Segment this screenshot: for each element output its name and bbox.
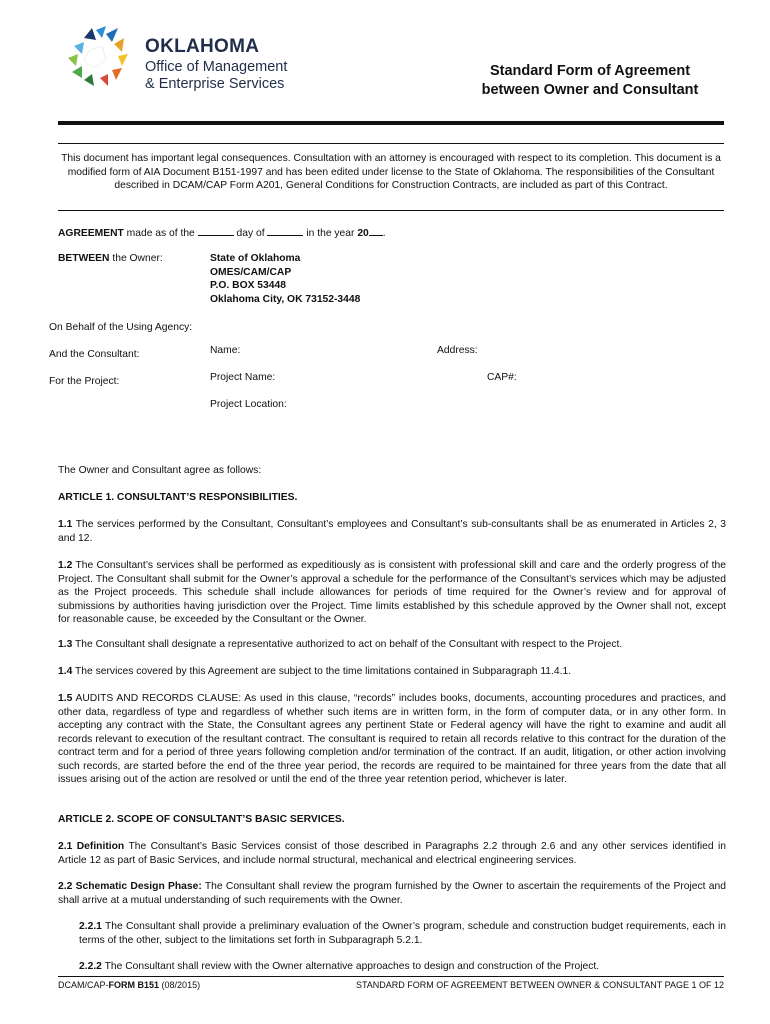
para-number: 1.3 xyxy=(58,639,73,650)
paragraph-1-5 xyxy=(58,692,726,787)
para-text: The Consultant shall review the program furnished by the Owner to ascertain the requirements of the Project and shall arrive at a mutual understanding of such requirements with the Owner. xyxy=(58,881,726,906)
footer-date: (08/2015) xyxy=(161,980,201,990)
form-title xyxy=(440,62,740,100)
para-number: 2.1 xyxy=(58,841,73,852)
project-name-field-label[interactable]: Project Name: xyxy=(210,372,276,383)
para-title: Schematic Design Phase: xyxy=(75,881,202,892)
project-label: For the Project: xyxy=(49,376,120,387)
form-title-line2: between Owner and Consultant xyxy=(481,82,699,98)
org-name-line2: Office of Management xyxy=(145,59,288,75)
name-field-label[interactable]: Name: xyxy=(210,345,241,356)
year-blank[interactable] xyxy=(369,226,383,236)
owner-dept: OMES/CAM/CAP xyxy=(210,266,292,278)
address-field-label[interactable]: Address: xyxy=(437,345,478,356)
agreement-label: AGREEMENT xyxy=(58,228,124,239)
footer-form: FORM B151 xyxy=(108,980,160,990)
paragraph-1-2 xyxy=(58,559,726,627)
agree-text: The Owner and Consultant agree as follows: xyxy=(58,465,262,476)
on-behalf-label: On Behalf of the Using Agency: xyxy=(49,322,193,333)
header-divider-thick xyxy=(58,121,724,125)
agreement-line: AGREEMENT made as of the day of in the year 20 . xyxy=(58,228,386,239)
para-text: AUDITS AND RECORDS CLAUSE: As used in this clause, “records” includes books, documents, accounting procedures and practices, and other data, regardless of type and regardless of whether such items are in written form, in the form of computer data, or in any other form. In accepting any contract with the State, the Consultant agrees any pertinent State or Federal agency will have the right to examine and audit all records relevant to execution of the resultant contract. The consultant is required to retain all records relative to this contract for the duration of the contract term and for a period of three years following completion and/or termination of the contract. If an audit, litigation, or other action involving such records, are started before the end of the three year period, the records are required to be maintained for three years from the date that all issues arising out of the action are resolved or until the end of the three year retention period, whichever is later. xyxy=(58,693,726,785)
para-number: 1.2 xyxy=(58,560,73,571)
article2-heading: ARTICLE 2. SCOPE OF CONSULTANT’S BASIC SERVICES. xyxy=(58,814,345,825)
divider xyxy=(58,143,724,144)
agreement-text2: day of xyxy=(236,228,265,239)
paragraph-2-2 xyxy=(58,880,726,907)
footer-left xyxy=(58,980,200,990)
para-text: The services performed by the Consultant, Consultant’s employees and Consultant’s sub-consultants shall be as enumerated in Articles 2, 3 and 12. xyxy=(58,519,726,544)
form-title-line1: Standard Form of Agreement xyxy=(489,63,691,79)
agreement-text3: in the year xyxy=(306,228,355,239)
para-number: 1.5 xyxy=(58,693,73,704)
para-text: The services covered by this Agreement are subject to the time limitations contained in Subparagraph 11.4.1. xyxy=(75,666,572,677)
paragraph-1-4 xyxy=(58,665,726,679)
footer-right: STANDARD FORM OF AGREEMENT BETWEEN OWNER & CONSULTANT PAGE 1 OF 12 xyxy=(355,980,724,990)
paragraph-1-3 xyxy=(58,638,726,652)
owner-city: Oklahoma City, OK 73152-3448 xyxy=(210,293,361,305)
year-prefix: 20 xyxy=(357,228,369,239)
between-line xyxy=(58,252,163,266)
para-text: The Consultant shall designate a representative authorized to act on behalf of the Consultant with respect to the Project. xyxy=(75,639,623,650)
para-text: The Consultant shall provide a preliminary evaluation of the Owner’s program, schedule and construction budget requirements, each in terms of the other, subject to the limitations set forth in Subparagraph 5.2.1. xyxy=(79,921,726,946)
cap-field-label[interactable]: CAP#: xyxy=(487,372,517,383)
para-number: 1.1 xyxy=(58,519,73,530)
para-number: 2.2.2 xyxy=(79,961,102,972)
paragraph-1-1 xyxy=(58,518,726,545)
agreement-text1: made as of the xyxy=(126,228,195,239)
day-blank[interactable] xyxy=(198,226,234,236)
consultant-label: And the Consultant: xyxy=(49,349,140,360)
paragraph-2-1 xyxy=(58,840,726,867)
footer-prefix: DCAM/CAP- xyxy=(58,980,109,990)
owner-name: State of Oklahoma xyxy=(210,253,301,264)
footer-divider xyxy=(58,976,724,977)
owner-block xyxy=(210,252,360,306)
month-blank[interactable] xyxy=(267,226,303,236)
para-number: 1.4 xyxy=(58,666,73,677)
paragraph-2-2-1 xyxy=(79,920,726,947)
para-text: The Consultant shall review with the Owner alternative approaches to design and construction of the Project. xyxy=(104,961,600,972)
para-title: Definition xyxy=(76,841,125,852)
para-text: The Consultant’s Basic Services consist of those described in Paragraphs 2.2 through 2.6 and any other services identified in Article 12 as part of Basic Services, and include normal structural, mechanical and electrical engineering services. xyxy=(58,841,726,866)
org-name-line3: & Enterprise Services xyxy=(145,76,285,92)
intro-notice: This document has important legal consequences. Consultation with an attorney is encouraged with respect to its completion. This document is a modified form of AIA Document B151-1997 and has been edited under license to the State of Oklahoma. The responsibilities of the Consultant described in DCAM/CAP Form A201, General Conditions for Construction Contracts, are included as part of this Contract. xyxy=(61,153,721,191)
org-name-line1: OKLAHOMA xyxy=(145,36,260,57)
between-label: BETWEEN xyxy=(58,253,110,264)
owner-box: P.O. BOX 53448 xyxy=(210,280,286,291)
divider xyxy=(58,210,724,211)
project-location-field-label[interactable]: Project Location: xyxy=(210,399,287,410)
paragraph-2-2-2 xyxy=(79,960,726,974)
para-number: 2.2.1 xyxy=(79,921,102,932)
article1-heading: ARTICLE 1. CONSULTANT’S RESPONSIBILITIES. xyxy=(58,492,298,503)
para-text: The Consultant’s services shall be performed as expeditiously as is consistent with professional skill and care and the orderly progress of the Project. The Consultant shall submit for the Owner’s approval a schedule for the performance of the Consultant’s services which may be adjusted as the Project proceeds. This schedule shall include allowances for periods of time required for the Owner’s review and for approval of submissions by authorities having jurisdiction over the Project. Time limits established by this schedule approved by the Owner shall not, except for reasonable cause, be exceeded by the Consultant or the Owner. xyxy=(58,560,726,625)
para-number: 2.2 xyxy=(58,881,73,892)
owner-label: the Owner: xyxy=(112,253,163,264)
